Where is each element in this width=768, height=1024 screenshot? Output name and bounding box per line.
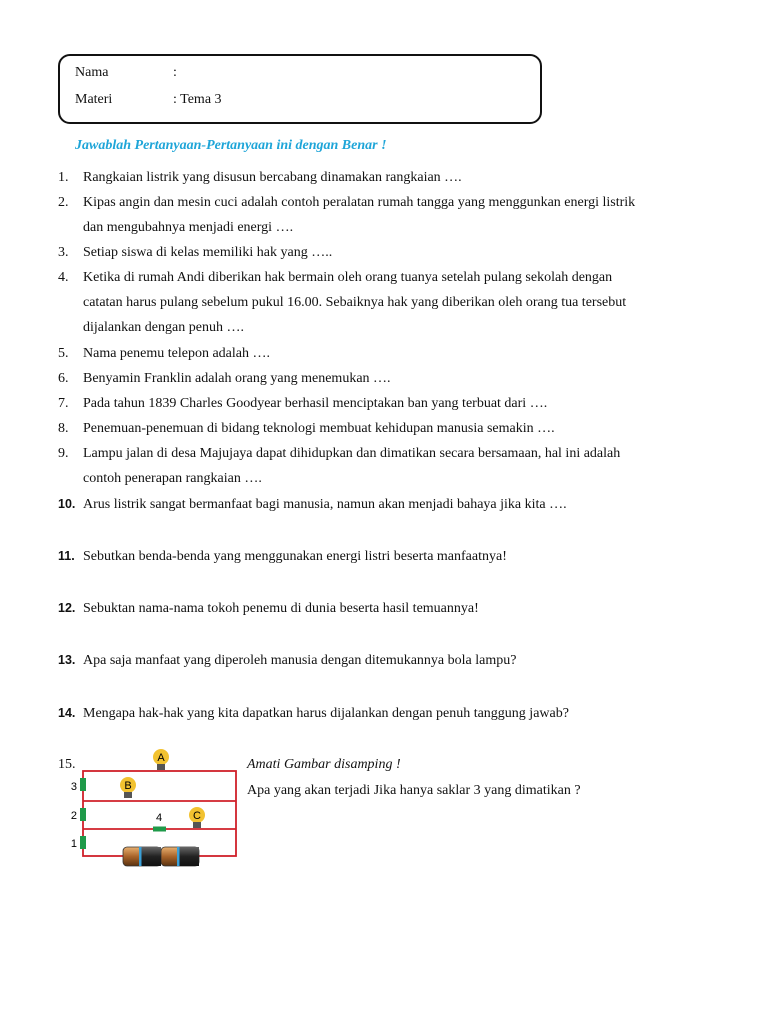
question-number: 8. xyxy=(58,421,69,436)
student-info-box xyxy=(58,54,542,124)
question-text: Pada tahun 1839 Charles Goodyear berhasil menciptakan ban yang terbuat dari …. xyxy=(83,396,548,411)
question-text: Kipas angin dan mesin cuci adalah contoh peralatan rumah tangga yang menggunkan energi listrik xyxy=(83,195,636,210)
question-text: Penemuan-penemuan di bidang teknologi membuat kehidupan manusia semakin …. xyxy=(83,421,555,436)
question-1 xyxy=(58,165,462,190)
question-number: 7. xyxy=(58,396,69,411)
question-text: Nama penemu telepon adalah …. xyxy=(83,346,270,361)
question-text-cont: dijalankan dengan penuh …. xyxy=(83,320,244,335)
question-3 xyxy=(58,240,332,265)
question-4 xyxy=(58,265,626,340)
question-13 xyxy=(58,648,516,673)
name-value: : xyxy=(173,65,177,80)
question-15-number: 15. xyxy=(58,757,76,772)
question-number: 14. xyxy=(58,706,76,720)
question-number: 13. xyxy=(58,653,76,667)
subject-label: Materi xyxy=(75,92,113,107)
question-text: Rangkaian listrik yang disusun bercabang dinamakan rangkaian …. xyxy=(83,170,462,185)
question-number: 1. xyxy=(58,170,69,185)
question-8 xyxy=(58,416,555,441)
switch-label-4: 4 xyxy=(155,812,163,824)
name-label: Nama xyxy=(75,65,109,80)
question-10 xyxy=(58,492,567,517)
question-number: 3. xyxy=(58,245,69,260)
lamp-c xyxy=(189,807,205,828)
circuit-diagram xyxy=(64,744,244,874)
subject-value: : Tema 3 xyxy=(173,92,222,107)
lamp-b xyxy=(120,777,136,798)
question-text: Lampu jalan di desa Majujaya dapat dihidupkan dan dimatikan secara bersamaan, hal ini adalah xyxy=(83,446,621,461)
question-number: 12. xyxy=(58,601,76,615)
question-text-cont: catatan harus pulang sebelum pukul 16.00. Sebaiknya hak yang diberikan oleh orang tua tersebut xyxy=(83,295,627,310)
question-2 xyxy=(58,190,635,240)
question-text: Setiap siswa di kelas memiliki hak yang ….. xyxy=(83,245,333,260)
question-text: Benyamin Franklin adalah orang yang menemukan …. xyxy=(83,371,391,386)
switch-2 xyxy=(71,808,86,822)
question-text: Sebuktan nama-nama tokoh penemu di dunia beserta hasil temuannya! xyxy=(83,601,479,616)
question-text-cont: dan mengubahnya menjadi energi …. xyxy=(83,220,294,235)
question-15-title: Amati Gambar disamping ! xyxy=(247,757,401,772)
question-number: 5. xyxy=(58,346,69,361)
switch-label-2: 2 xyxy=(70,810,77,822)
lamp-label-a: A xyxy=(157,752,165,764)
question-text: Sebutkan benda-benda yang menggunakan energi listri beserta manfaatnya! xyxy=(83,549,507,564)
switch-label-1: 1 xyxy=(70,838,77,850)
switch-label-3: 3 xyxy=(70,781,77,793)
battery-pack xyxy=(123,847,199,866)
question-text-cont: contoh penerapan rangkaian …. xyxy=(83,471,262,486)
question-11 xyxy=(58,544,507,569)
question-6 xyxy=(58,366,391,391)
instruction-heading: Jawablah Pertanyaan-Pertanyaan ini dengan Benar ! xyxy=(75,138,387,153)
question-text: Ketika di rumah Andi diberikan hak bermain oleh orang tuanya setelah pulang sekolah dengan xyxy=(83,270,613,285)
lamp-label-c: C xyxy=(193,810,201,822)
question-15-text: Apa yang akan terjadi Jika hanya saklar 3 yang dimatikan ? xyxy=(247,783,581,798)
question-number: 2. xyxy=(58,195,69,210)
question-14 xyxy=(58,701,569,726)
question-text: Mengapa hak-hak yang kita dapatkan harus dijalankan dengan penuh tanggung jawab? xyxy=(83,706,569,721)
lamp-label-b: B xyxy=(124,780,132,792)
switch-3 xyxy=(71,778,86,793)
lamp-a xyxy=(153,749,169,770)
question-text: Arus listrik sangat bermanfaat bagi manusia, namun akan menjadi bahaya jika kita …. xyxy=(83,497,567,512)
question-7 xyxy=(58,391,547,416)
question-number: 9. xyxy=(58,446,69,461)
question-9 xyxy=(58,441,620,491)
switch-4 xyxy=(153,812,166,832)
switch-1 xyxy=(71,836,86,850)
question-number: 11. xyxy=(58,549,75,563)
question-5 xyxy=(58,341,270,366)
question-number: 6. xyxy=(58,371,69,386)
question-number: 10. xyxy=(58,497,76,511)
question-text: Apa saja manfaat yang diperoleh manusia dengan ditemukannya bola lampu? xyxy=(83,653,517,668)
question-12 xyxy=(58,596,479,621)
question-number: 4. xyxy=(58,270,69,285)
